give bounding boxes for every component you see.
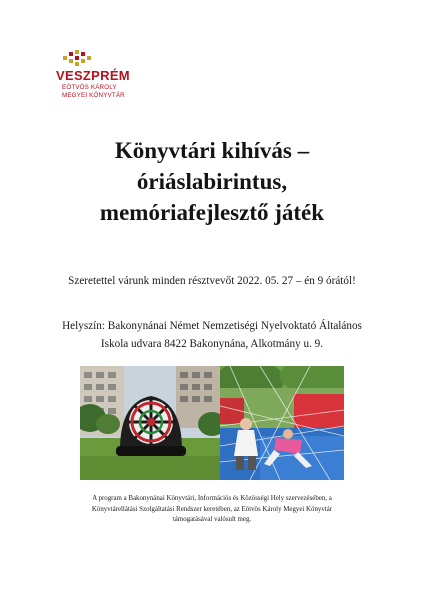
crown-logo-icon bbox=[63, 50, 91, 70]
footer-note bbox=[0, 494, 424, 526]
logo-subtitle-1: EÖTVÖS KÁROLY bbox=[62, 84, 117, 91]
title-line-3: memóriafejlesztő játék bbox=[99, 200, 325, 225]
invitation-text: Szeretettel várunk minden résztvevőt 2022. 05. 27 – én 9 órától! bbox=[68, 275, 356, 287]
footer-line-2: Könyvtárellátási Szolgáltatási Rendszer keretében, az Eötvös Károly Megyei Könyvtár bbox=[91, 505, 333, 513]
title-line-2: óriáslabirintus, bbox=[136, 169, 288, 194]
footer-line-1: A program a Bakonynánai Könyvtári, Információs és Közösségi Hely szervezésében, a bbox=[92, 495, 332, 502]
venue-line-2: Iskola udvara 8422 Bakonynána, Alkotmány u. 9. bbox=[100, 338, 324, 350]
venue-line-1: Helyszín: Bakonynánai Német Nemzetiségi Nyelvoktató Általános bbox=[62, 320, 362, 332]
title-line-1: Könyvtári kihívás – bbox=[114, 138, 310, 163]
logo-name: VESZPRÉM bbox=[56, 68, 130, 83]
venue-info bbox=[0, 317, 424, 353]
footer-line-3: támogatásával valósult meg. bbox=[172, 516, 252, 523]
logo-subtitle-2: MEGYEI KÖNYVTÁR bbox=[62, 92, 125, 99]
rope-labyrinth-photo bbox=[220, 366, 344, 480]
dartboard-photo bbox=[80, 366, 222, 480]
event-title bbox=[0, 135, 424, 228]
